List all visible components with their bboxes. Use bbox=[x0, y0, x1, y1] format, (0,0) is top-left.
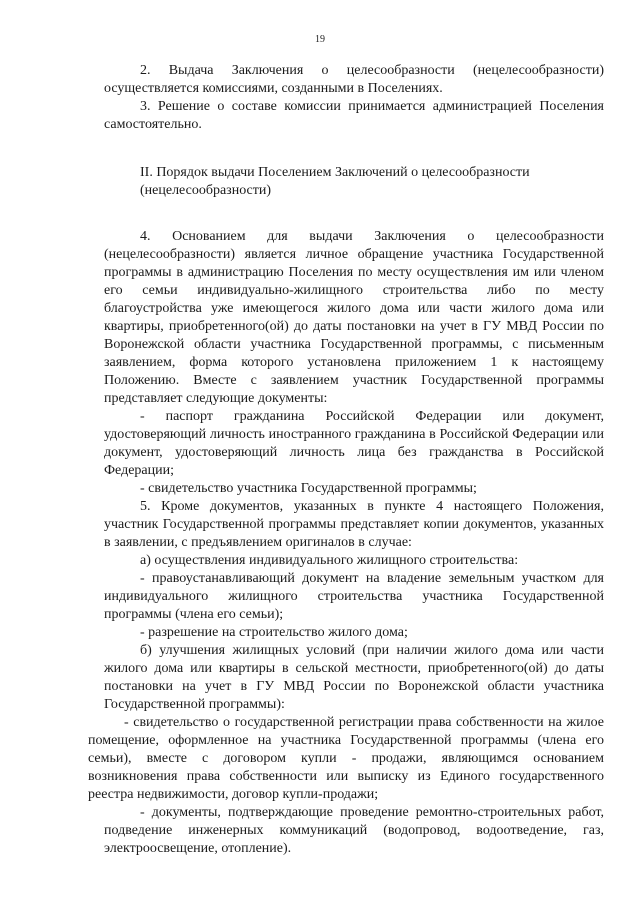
paragraph-4-item-1: - паспорт гражданина Российской Федерации или документ, удостоверяющий личность иностранного гражданина в Российской Федерации или документ, удостоверяющий личность лица без гражданства в Российской Федерации; bbox=[104, 409, 604, 478]
paragraph-4-item-2: - свидетельство участника Государственной программы; bbox=[140, 481, 477, 496]
paragraph-5a-item-2: - разрешение на строительство жилого дома; bbox=[140, 625, 408, 640]
section-title-line-1: II. Порядок выдачи Поселением Заключений о целесообразности bbox=[140, 165, 530, 180]
paragraph-5b-item-2: - документы, подтверждающие проведение ремонтно-строительных работ, подведение инженерных коммуникаций (водопровод, водоотведение, газ, электроосвещение, отопление). bbox=[104, 805, 604, 856]
paragraph-2: 2. Выдача Заключения о целесообразности (нецелесообразности) осуществляется комиссиями, созданными в Поселениях. bbox=[104, 63, 604, 96]
page-number: 19 bbox=[315, 34, 325, 45]
section-title-line-2: (нецелесообразности) bbox=[140, 183, 272, 198]
paragraph-5a: а) осуществления индивидуального жилищного строительства: bbox=[140, 553, 519, 568]
paragraph-5b-item-1: - свидетельство о государственной регистрации права собственности на жилое помещение, оформленное на участника Государственной программы (члена его семьи), вместе с договором купли - продажи, являющимся основанием возникновения права собственности или выписку из Единого государственного реестра недвижимости, договор купли-продажи; bbox=[88, 715, 604, 802]
paragraph-5: 5. Кроме документов, указанных в пункте 4 настоящего Положения, участник Государственной программы представляет копии документов, указанных в заявлении, с предъявлением оригиналов в случае: bbox=[104, 499, 604, 550]
paragraph-5b: б) улучшения жилищных условий (при наличии жилого дома или части жилого дома или квартиры в сельской местности, приобретенного(ой) до даты постановки на учет в ГУ МВД России по Воронежской области участника Государственной программы): bbox=[104, 643, 604, 712]
paragraph-3: 3. Решение о составе комиссии принимается администрацией Поселения самостоятельно. bbox=[104, 99, 604, 132]
document-body bbox=[88, 62, 604, 858]
paragraph-4: 4. Основанием для выдачи Заключения о целесообразности (нецелесообразности) является личное обращение участника Государственной программы в администрацию Поселения по месту осуществления им или членом его семьи индивидуально-жилищного строительства либо по месту благоустройства уже имеющегося жилого дома или части жилого дома или квартиры, приобретенного(ой) до даты постановки на учет в ГУ МВД России по Воронежской области участника Государственной программы, с письменным заявлением, форма которого установлена приложением 1 к настоящему Положению. Вместе с заявлением участник Государственной программы представляет следующие документы: bbox=[104, 229, 604, 406]
paragraph-5a-item-1: - правоустанавливающий документ на владение земельным участком для индивидуального жилищного строительства участника Государственной программы (члена его семьи); bbox=[104, 571, 604, 622]
